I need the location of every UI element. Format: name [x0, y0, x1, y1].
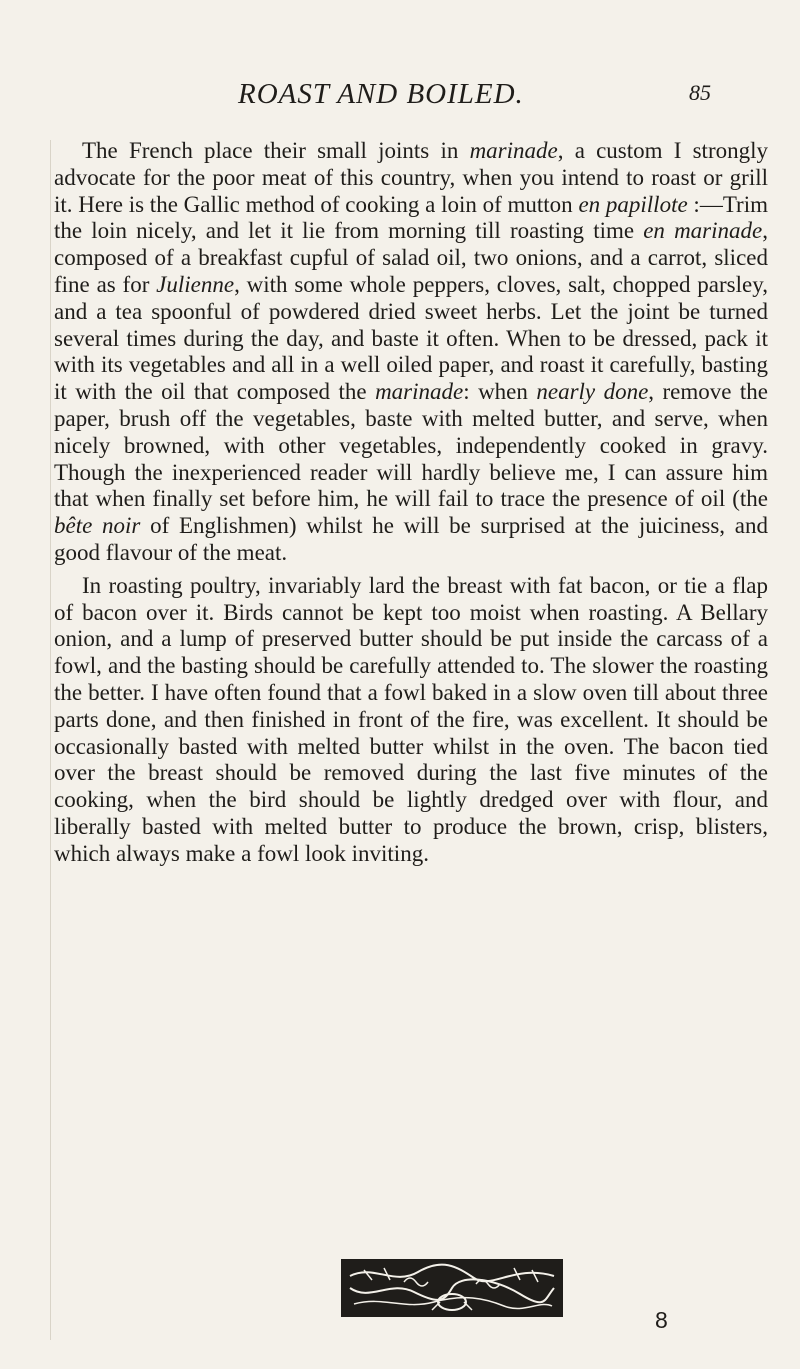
italic-phrase: Julienne	[156, 271, 235, 297]
italic-phrase: bête noir	[54, 513, 141, 539]
italic-phrase: en papillote	[578, 191, 688, 217]
italic-phrase: en marinade	[643, 218, 763, 244]
text-run: In roasting poultry, invariably lard the breast with fat bacon, or tie a flap of bacon over it. Birds cannot be kept too moist when roasting. A Bellary onion, and a lump of preserved butter should be put inside the carcass of a fowl, and the basting should be carefully attended to. The slower the roasting the better. I have often found that a fowl baked in a slow oven till about three parts done, and then finished in front of the fire, was excellent. It should be occasionally basted with melted butter whilst in the oven. The bacon tied over the breast should be removed during the last five minutes of the cooking, when the bird should be lightly dredged over with flour, and liberally basted with melted butter to produce the brown, crisp, blisters, which always make a fowl look inviting.	[54, 572, 768, 866]
paragraph	[54, 138, 768, 567]
text-run: :—Trim the loin nicely, and let it lie from morning till roasting time	[54, 191, 768, 244]
running-head	[0, 78, 800, 118]
text-run: , a custom I strongly advocate for the poor meat of this country, when you intend to roast or grill it. Here is the Gallic method of cooking a loin of mutton	[54, 138, 768, 217]
running-head-title: ROAST AND BOILED.	[238, 78, 524, 110]
page-edge-shadow	[50, 140, 51, 1340]
decorative-tailpiece-icon	[341, 1259, 563, 1317]
signature-mark: 8	[655, 1307, 668, 1333]
page-number: 85	[689, 80, 711, 105]
paragraph	[54, 573, 768, 868]
italic-phrase: marinade	[469, 138, 558, 163]
text-run: , remove the paper, brush off the vegetables, baste with melted butter, and serve, when nicely browned, with other vegetables, independently cooked in gravy. Though the inexperienced reader will hardly believe me, I can assure him that when finally set before him, he will fail to trace the presence of oil (the	[54, 379, 768, 512]
body-text	[54, 138, 768, 868]
text-run: , with some whole peppers, cloves, salt, chopped parsley, and a tea spoonful of powdered dried sweet herbs. Let the joint be turned several times during the day, and baste it often. When to be dressed, pack it with its vegetables and all in a well oiled paper, and roast it carefully, basting it with the oil that composed the	[54, 271, 768, 405]
italic-phrase: nearly done	[536, 379, 649, 405]
text-run: The French place their small joints in	[82, 138, 470, 163]
text-run: : when	[463, 379, 537, 405]
text-run: , composed of a breakfast cupful of salad oil, two onions, and a carrot, sliced fine as for	[54, 218, 768, 297]
text-run: of Englishmen) whilst he will be surprised at the juiciness, and good flavour of the meat.	[54, 513, 768, 565]
italic-phrase: marinade	[375, 379, 464, 405]
